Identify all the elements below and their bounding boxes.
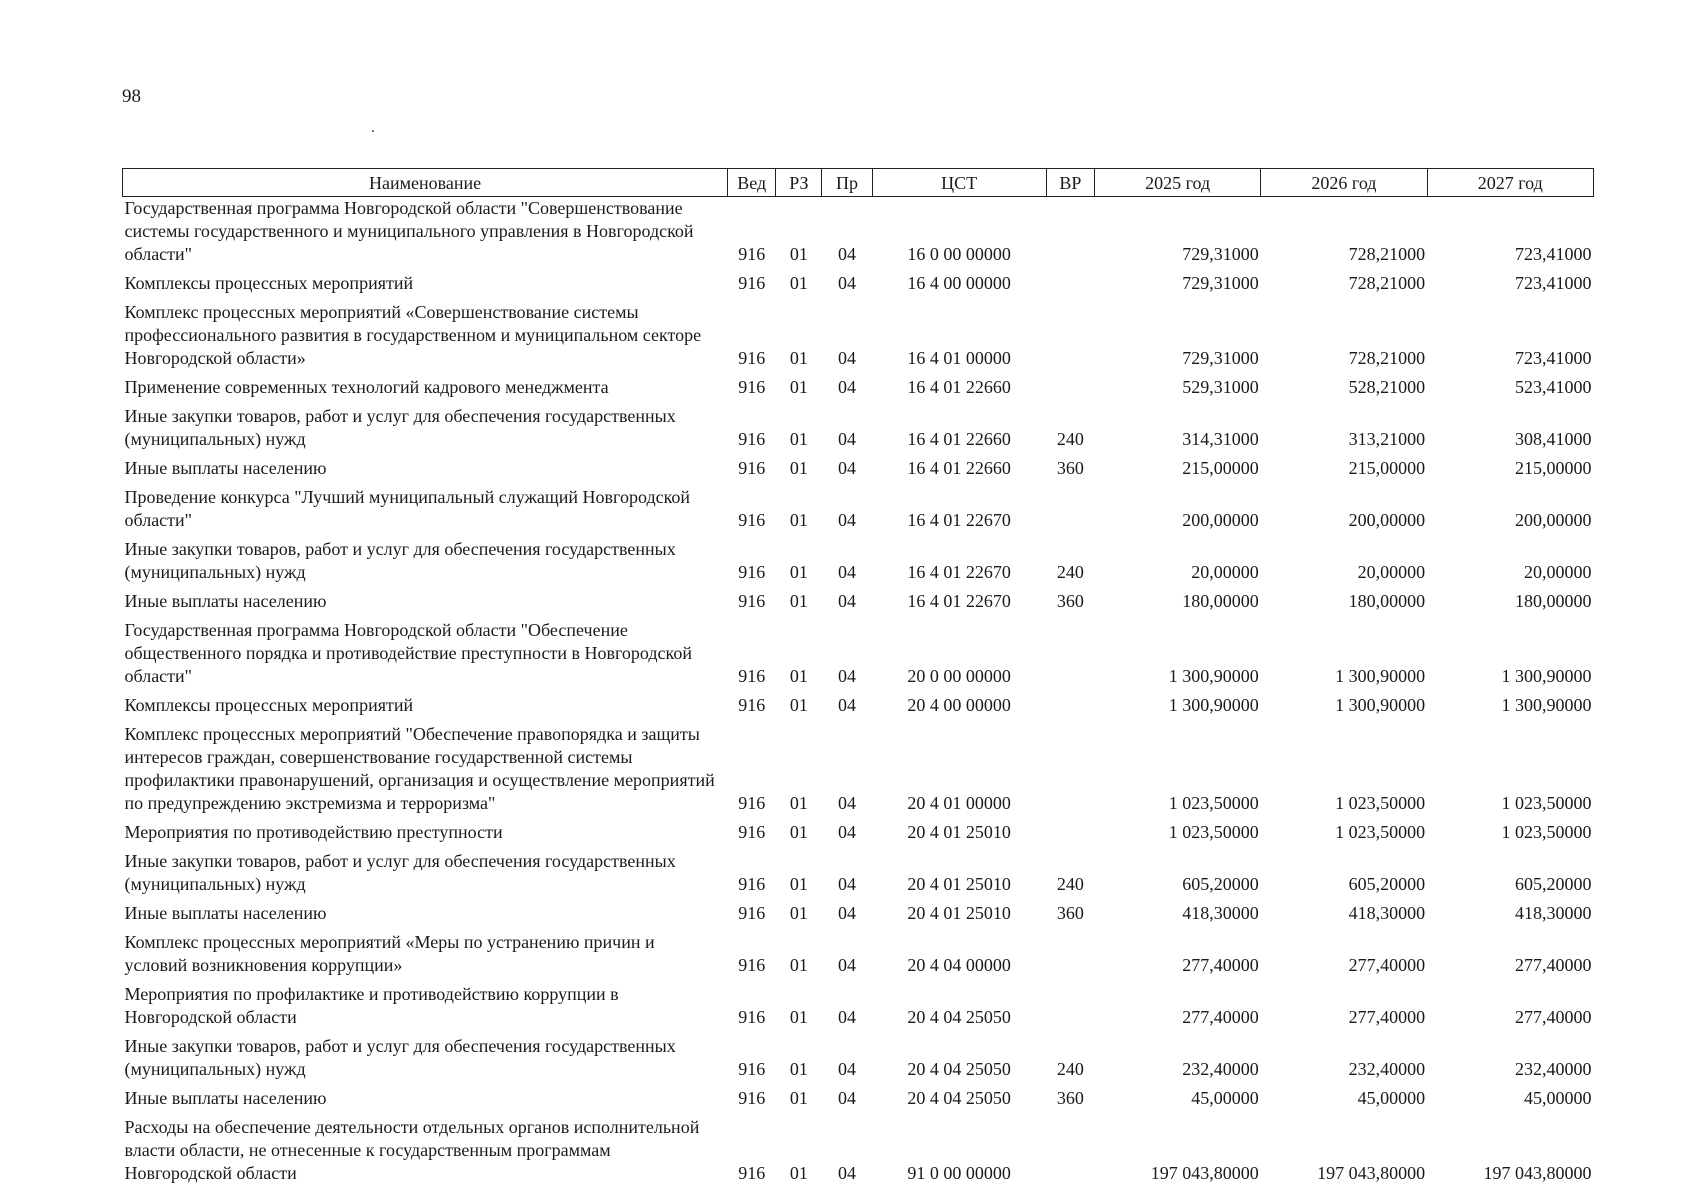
row-ved: 916 (738, 695, 766, 715)
table-row (123, 1116, 1594, 1191)
row-amount-2026: 728,21000 (1348, 348, 1426, 368)
row-pr: 04 (837, 458, 856, 478)
row-amount-2025: 197 043,80000 (1150, 1163, 1259, 1183)
row-pr: 04 (837, 591, 856, 611)
row-ved: 916 (738, 822, 766, 842)
row-ved: 916 (738, 903, 766, 923)
row-ved: 916 (738, 273, 766, 293)
row-pr: 04 (837, 874, 856, 894)
row-ved: 916 (738, 955, 766, 975)
row-cst: 20 4 04 25050 (907, 1088, 1011, 1108)
row-cst: 20 4 01 25010 (907, 874, 1011, 894)
row-vr: 360 (1056, 458, 1084, 478)
row-vr (1046, 821, 1094, 850)
row-amount-2026: 200,00000 (1348, 510, 1426, 530)
row-name: Проведение конкурса "Лучший муниципальный служащий Новгородской области" (124, 487, 691, 530)
row-rz: 01 (789, 348, 808, 368)
row-name: Применение современных технологий кадрового менеджмента (124, 377, 609, 397)
row-amount-2026: 605,20000 (1348, 874, 1426, 894)
row-rz: 01 (789, 955, 808, 975)
row-amount-2025: 314,31000 (1182, 429, 1259, 449)
row-vr: 240 (1056, 874, 1084, 894)
row-vr: 240 (1056, 429, 1084, 449)
table-row (123, 301, 1594, 376)
row-ved: 916 (738, 666, 766, 686)
row-rz: 01 (789, 793, 808, 813)
table-row (123, 590, 1594, 619)
row-cst: 16 4 01 22670 (907, 562, 1011, 582)
row-ved: 916 (738, 1059, 766, 1079)
row-rz: 01 (789, 1007, 808, 1027)
row-amount-2027: 308,41000 (1515, 429, 1592, 449)
row-amount-2027: 1 300,90000 (1501, 666, 1592, 686)
row-pr: 04 (837, 955, 856, 975)
table-row (123, 376, 1594, 405)
row-ved: 916 (738, 591, 766, 611)
row-cst: 20 4 01 25010 (907, 903, 1011, 923)
row-amount-2025: 1 300,90000 (1168, 666, 1259, 686)
row-vr (1046, 723, 1094, 821)
row-cst: 16 4 01 22660 (907, 429, 1011, 449)
row-pr: 04 (837, 348, 856, 368)
header-ved: Вед (728, 169, 776, 197)
row-pr: 04 (837, 510, 856, 530)
row-amount-2026: 728,21000 (1348, 273, 1426, 293)
row-amount-2025: 277,40000 (1182, 1007, 1259, 1027)
table-row (123, 405, 1594, 457)
row-amount-2027: 418,30000 (1515, 903, 1592, 923)
row-name: Комплексы процессных мероприятий (124, 695, 414, 715)
row-amount-2027: 723,41000 (1515, 348, 1592, 368)
table-row (123, 694, 1594, 723)
row-rz: 01 (789, 429, 808, 449)
header-cst: ЦСТ (872, 169, 1046, 197)
header-2026: 2026 год (1261, 169, 1427, 197)
row-name: Иные выплаты населению (124, 1088, 327, 1108)
row-vr (1046, 301, 1094, 376)
row-rz: 01 (789, 666, 808, 686)
row-ved: 916 (738, 244, 766, 264)
row-vr (1046, 272, 1094, 301)
row-amount-2026: 1 023,50000 (1335, 793, 1426, 813)
row-pr: 04 (837, 1059, 856, 1079)
table-row (123, 983, 1594, 1035)
row-amount-2026: 277,40000 (1348, 955, 1426, 975)
row-name: Государственная программа Новгородской области "Совершенствование системы государственного и муниципального управления в Новгородской области" (124, 198, 694, 264)
row-amount-2027: 1 023,50000 (1501, 793, 1592, 813)
row-amount-2026: 1 023,50000 (1335, 822, 1426, 842)
row-vr: 360 (1056, 903, 1084, 923)
row-ved: 916 (738, 874, 766, 894)
row-amount-2027: 723,41000 (1515, 244, 1592, 264)
table-header-row (123, 169, 1594, 197)
row-name: Государственная программа Новгородской области "Обеспечение общественного порядка и противодействие преступности в Новгородской области" (124, 620, 692, 686)
row-name: Комплекс процессных мероприятий «Совершенствование системы профессионального развития в государственном и муниципальном секторе Новгородской области» (124, 302, 702, 368)
row-pr: 04 (837, 695, 856, 715)
row-cst: 20 4 04 00000 (907, 955, 1011, 975)
row-amount-2027: 277,40000 (1515, 1007, 1592, 1027)
row-cst: 20 4 01 00000 (907, 793, 1011, 813)
row-vr: 240 (1056, 562, 1084, 582)
row-pr: 04 (837, 1163, 856, 1183)
header-name: Наименование (123, 169, 728, 197)
row-ved: 916 (738, 562, 766, 582)
row-amount-2027: 605,20000 (1515, 874, 1592, 894)
table-row (123, 850, 1594, 902)
row-cst: 20 4 04 25050 (907, 1059, 1011, 1079)
row-name: Комплексы процессных мероприятий (124, 273, 414, 293)
row-ved: 916 (738, 1163, 766, 1183)
page-number: 98 (122, 86, 141, 107)
row-pr: 04 (837, 273, 856, 293)
row-rz: 01 (789, 510, 808, 530)
row-vr (1046, 376, 1094, 405)
row-vr: 360 (1056, 1088, 1084, 1108)
row-rz: 01 (789, 1059, 808, 1079)
row-vr (1046, 983, 1094, 1035)
row-pr: 04 (837, 562, 856, 582)
row-cst: 91 0 00 00000 (907, 1163, 1011, 1183)
row-amount-2026: 1 300,90000 (1335, 666, 1426, 686)
row-amount-2025: 215,00000 (1182, 458, 1259, 478)
row-pr: 04 (837, 1088, 856, 1108)
row-amount-2025: 1 023,50000 (1168, 822, 1259, 842)
row-cst: 20 4 01 25010 (907, 822, 1011, 842)
row-name: Иные закупки товаров, работ и услуг для обеспечения государственных (муниципальных) нужд (124, 1036, 676, 1079)
row-name: Расходы на обеспечение деятельности отдельных органов исполнительной власти области, не отнесенные к государственным программам Новгородской области (124, 1117, 700, 1183)
row-pr: 04 (837, 377, 856, 397)
budget-table (122, 168, 1594, 1191)
row-name: Комплекс процессных мероприятий "Обеспечение правопорядка и защиты интересов граждан, совершенствование государственной системы профилактики правонарушений, организация и осуществление мероприятий по предупреждению экстремизма и терроризма" (124, 724, 715, 813)
row-ved: 916 (738, 429, 766, 449)
scan-speck (372, 130, 374, 132)
header-2027: 2027 год (1427, 169, 1593, 197)
row-amount-2026: 728,21000 (1348, 244, 1426, 264)
row-rz: 01 (789, 244, 808, 264)
row-amount-2027: 200,00000 (1515, 510, 1592, 530)
header-rz: РЗ (776, 169, 822, 197)
row-amount-2025: 45,00000 (1191, 1088, 1259, 1108)
row-amount-2027: 232,40000 (1515, 1059, 1592, 1079)
table-row (123, 1087, 1594, 1116)
row-cst: 20 4 04 25050 (907, 1007, 1011, 1027)
row-rz: 01 (789, 695, 808, 715)
row-cst: 16 0 00 00000 (907, 244, 1011, 264)
row-pr: 04 (837, 244, 856, 264)
row-amount-2025: 277,40000 (1182, 955, 1259, 975)
row-name: Мероприятия по противодействию преступности (124, 822, 503, 842)
row-ved: 916 (738, 793, 766, 813)
row-rz: 01 (789, 822, 808, 842)
table-row (123, 821, 1594, 850)
row-amount-2027: 1 023,50000 (1501, 822, 1592, 842)
row-name: Иные закупки товаров, работ и услуг для обеспечения государственных (муниципальных) нужд (124, 851, 676, 894)
row-vr (1046, 619, 1094, 694)
row-amount-2025: 729,31000 (1182, 273, 1259, 293)
row-ved: 916 (738, 1088, 766, 1108)
row-rz: 01 (789, 562, 808, 582)
row-name: Комплекс процессных мероприятий «Меры по устранению причин и условий возникновения коррупции» (124, 932, 655, 975)
row-cst: 16 4 01 22670 (907, 510, 1011, 530)
table-row (123, 457, 1594, 486)
row-vr: 360 (1056, 591, 1084, 611)
row-pr: 04 (837, 822, 856, 842)
row-amount-2026: 1 300,90000 (1335, 695, 1426, 715)
row-rz: 01 (789, 1088, 808, 1108)
row-amount-2025: 200,00000 (1182, 510, 1259, 530)
row-vr (1046, 1116, 1094, 1191)
row-vr: 240 (1056, 1059, 1084, 1079)
row-amount-2026: 197 043,80000 (1317, 1163, 1426, 1183)
row-rz: 01 (789, 273, 808, 293)
row-rz: 01 (789, 377, 808, 397)
row-amount-2025: 605,20000 (1182, 874, 1259, 894)
row-amount-2026: 528,21000 (1348, 377, 1426, 397)
row-name: Иные выплаты населению (124, 903, 327, 923)
row-name: Иные закупки товаров, работ и услуг для обеспечения государственных (муниципальных) нужд (124, 539, 676, 582)
row-amount-2025: 1 300,90000 (1168, 695, 1259, 715)
row-amount-2026: 313,21000 (1348, 429, 1426, 449)
row-ved: 916 (738, 1007, 766, 1027)
row-amount-2026: 20,00000 (1357, 562, 1426, 582)
row-amount-2026: 215,00000 (1348, 458, 1426, 478)
row-amount-2027: 1 300,90000 (1501, 695, 1592, 715)
row-amount-2025: 20,00000 (1191, 562, 1259, 582)
row-amount-2027: 20,00000 (1524, 562, 1592, 582)
table-row (123, 1035, 1594, 1087)
row-pr: 04 (837, 429, 856, 449)
row-rz: 01 (789, 458, 808, 478)
table-row (123, 723, 1594, 821)
row-name: Иные выплаты населению (124, 591, 327, 611)
row-name: Иные закупки товаров, работ и услуг для обеспечения государственных (муниципальных) нужд (124, 406, 676, 449)
row-vr (1046, 694, 1094, 723)
row-cst: 16 4 00 00000 (907, 273, 1011, 293)
row-cst: 20 0 00 00000 (907, 666, 1011, 686)
row-cst: 16 4 01 22660 (907, 458, 1011, 478)
row-pr: 04 (837, 1007, 856, 1027)
header-pr: Пр (822, 169, 872, 197)
table-body (123, 197, 1594, 1192)
row-amount-2026: 180,00000 (1348, 591, 1426, 611)
row-amount-2026: 232,40000 (1348, 1059, 1426, 1079)
row-cst: 16 4 01 22660 (907, 377, 1011, 397)
row-amount-2025: 418,30000 (1182, 903, 1259, 923)
header-2025: 2025 год (1094, 169, 1260, 197)
table-row (123, 272, 1594, 301)
row-amount-2025: 1 023,50000 (1168, 793, 1259, 813)
row-cst: 20 4 00 00000 (907, 695, 1011, 715)
row-amount-2027: 215,00000 (1515, 458, 1592, 478)
row-vr (1046, 486, 1094, 538)
row-amount-2025: 729,31000 (1182, 348, 1259, 368)
row-vr (1046, 197, 1094, 273)
row-pr: 04 (837, 793, 856, 813)
row-amount-2025: 232,40000 (1182, 1059, 1259, 1079)
row-amount-2027: 277,40000 (1515, 955, 1592, 975)
row-amount-2025: 529,31000 (1182, 377, 1259, 397)
row-ved: 916 (738, 458, 766, 478)
row-pr: 04 (837, 666, 856, 686)
header-vr: ВР (1046, 169, 1094, 197)
row-rz: 01 (789, 874, 808, 894)
row-rz: 01 (789, 1163, 808, 1183)
table-row (123, 931, 1594, 983)
table-row (123, 486, 1594, 538)
row-vr (1046, 931, 1094, 983)
row-pr: 04 (837, 903, 856, 923)
row-amount-2025: 729,31000 (1182, 244, 1259, 264)
row-amount-2027: 523,41000 (1515, 377, 1592, 397)
row-amount-2027: 723,41000 (1515, 273, 1592, 293)
row-ved: 916 (738, 377, 766, 397)
row-amount-2026: 277,40000 (1348, 1007, 1426, 1027)
row-rz: 01 (789, 591, 808, 611)
row-cst: 16 4 01 00000 (907, 348, 1011, 368)
table-row (123, 197, 1594, 273)
row-amount-2027: 45,00000 (1524, 1088, 1592, 1108)
row-ved: 916 (738, 510, 766, 530)
table-row (123, 902, 1594, 931)
row-rz: 01 (789, 903, 808, 923)
table-row (123, 619, 1594, 694)
row-amount-2026: 418,30000 (1348, 903, 1426, 923)
row-amount-2026: 45,00000 (1357, 1088, 1426, 1108)
row-name: Мероприятия по профилактике и противодействию коррупции в Новгородской области (124, 984, 619, 1027)
row-name: Иные выплаты населению (124, 458, 327, 478)
table-row (123, 538, 1594, 590)
row-amount-2027: 180,00000 (1515, 591, 1592, 611)
row-ved: 916 (738, 348, 766, 368)
row-amount-2025: 180,00000 (1182, 591, 1259, 611)
row-amount-2027: 197 043,80000 (1483, 1163, 1592, 1183)
row-cst: 16 4 01 22670 (907, 591, 1011, 611)
